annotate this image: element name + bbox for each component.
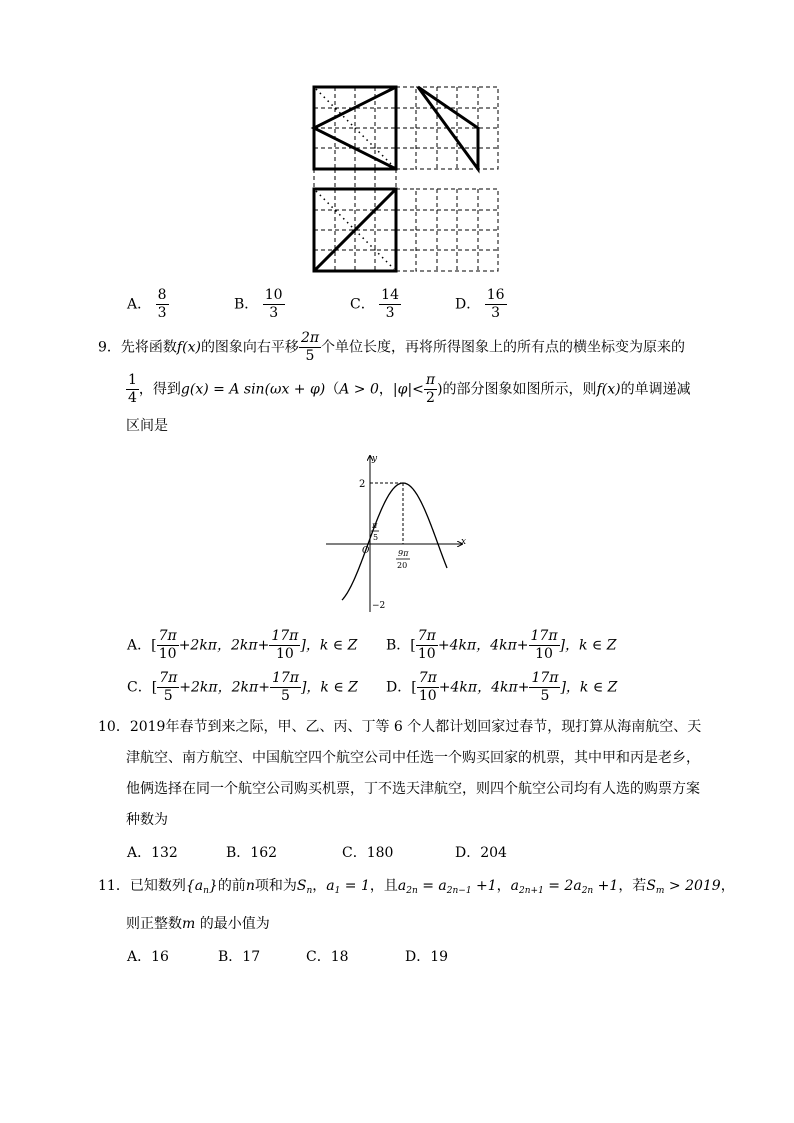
- math: ]，k ∈ Z: [559, 637, 617, 654]
- q10-line-3: [126, 779, 700, 799]
- math: {a: [185, 878, 204, 894]
- math: > 2019: [664, 878, 721, 894]
- denominator: 10: [418, 688, 437, 704]
- q11-option-d[interactable]: D．19: [405, 949, 449, 965]
- q9-option-c[interactable]: [127, 670, 358, 705]
- peak-numerator: 9π: [398, 549, 409, 558]
- fraction: [157, 628, 179, 663]
- math: = 2a: [543, 878, 582, 894]
- origin-label: O: [362, 546, 370, 556]
- math: = 1: [340, 878, 370, 894]
- math: f(x): [176, 339, 201, 356]
- question-number: 11．: [98, 878, 130, 894]
- option-label: B．[: [386, 637, 416, 654]
- text: 项和为: [254, 878, 297, 894]
- option-label: C．: [350, 296, 375, 313]
- numerator: 1: [128, 372, 137, 388]
- fraction: [529, 670, 560, 705]
- text: 种数为: [126, 812, 168, 828]
- math: +1: [471, 878, 497, 894]
- max-label: 2: [359, 479, 366, 490]
- text: ，|: [378, 381, 398, 398]
- y-axis-label: y: [372, 454, 378, 464]
- math: a: [397, 878, 407, 894]
- text: ，: [496, 878, 511, 894]
- q8-option-b[interactable]: [234, 287, 285, 322]
- fraction: [379, 287, 401, 322]
- math: f(x): [596, 381, 621, 398]
- text: ，: [720, 878, 735, 894]
- subscript: n: [203, 886, 209, 896]
- numerator: 17π: [271, 670, 299, 686]
- pi5-numerator: π: [372, 521, 378, 530]
- denominator: 5: [163, 688, 173, 704]
- pi5-denominator: 5: [373, 533, 379, 542]
- peak-denominator: 20: [397, 561, 408, 570]
- fraction: [263, 287, 285, 322]
- option-label: D．[: [386, 679, 417, 696]
- subscript: n: [306, 886, 313, 896]
- fraction: [126, 372, 139, 407]
- text: 则正整数: [126, 916, 182, 932]
- fraction: [269, 628, 300, 663]
- q9-line-1: [98, 330, 685, 365]
- math: A > 0: [339, 381, 379, 398]
- text: ，若: [618, 878, 647, 894]
- subscript: 1: [334, 886, 341, 896]
- question-number: 10．: [98, 719, 130, 735]
- text: 的单调递减: [620, 381, 691, 398]
- q11-line-1: [98, 876, 735, 901]
- text: ，: [312, 878, 327, 894]
- text: 的最小值为: [195, 916, 270, 932]
- text: 先将函数: [120, 339, 177, 356]
- math: +1: [593, 878, 619, 894]
- denominator: 3: [491, 305, 501, 321]
- denominator: 10: [417, 646, 436, 662]
- denominator: 10: [158, 646, 177, 662]
- numerator: 10: [264, 287, 283, 303]
- fraction: [424, 372, 437, 407]
- numerator: 7π: [159, 670, 178, 686]
- math: ]，k ∈ Z: [300, 679, 358, 696]
- numerator: 14: [381, 287, 399, 303]
- text: 已知数列: [129, 878, 186, 894]
- q10-option-c[interactable]: C．180: [342, 845, 394, 861]
- numerator: 17π: [530, 628, 558, 644]
- option-label: A．: [127, 296, 152, 313]
- q8-option-c[interactable]: [350, 287, 401, 322]
- math: a: [510, 878, 519, 894]
- three-view-figure: [300, 78, 500, 278]
- numerator: π: [425, 372, 436, 388]
- denominator: 3: [269, 305, 279, 321]
- option-label: B．: [234, 296, 259, 313]
- q8-option-a[interactable]: [127, 287, 169, 322]
- q8-option-d[interactable]: [455, 287, 507, 322]
- numerator: 16: [486, 287, 505, 303]
- text: 个单位长度，再将所得图象上的所有点的横坐标变为原来的: [321, 339, 686, 356]
- fraction: [156, 287, 169, 322]
- math: }: [208, 878, 218, 894]
- denominator: 3: [157, 305, 167, 321]
- text: 津航空、南方航空、中国航空四个航空公司中任选一个购买回家的机票，其中甲和丙是老乡，: [126, 750, 700, 766]
- sine-graph: [322, 452, 472, 617]
- math: m: [182, 916, 196, 932]
- denominator: 5: [305, 348, 315, 364]
- text: 的图象向右平移: [200, 339, 299, 356]
- q9-option-b[interactable]: [386, 628, 616, 663]
- numerator: 2π: [300, 330, 320, 346]
- math: n: [245, 878, 255, 894]
- text: ，且: [369, 878, 398, 894]
- math: S: [296, 878, 307, 894]
- text: 的前: [217, 878, 246, 894]
- sine-curve: [342, 483, 447, 600]
- fraction: [270, 670, 301, 705]
- numerator: 17π: [531, 670, 559, 686]
- q10-line-4: [126, 810, 168, 830]
- fraction: [485, 287, 507, 322]
- subscript: 2n+1: [519, 886, 544, 896]
- q11-option-c[interactable]: C．18: [306, 949, 349, 965]
- q9-option-d[interactable]: [386, 670, 617, 705]
- q11-option-a[interactable]: A．16: [127, 949, 169, 965]
- numerator: 7π: [417, 628, 436, 644]
- q10-line-1: [98, 717, 701, 737]
- q10-option-b[interactable]: B．162: [226, 845, 278, 861]
- q10-option-a[interactable]: A．132: [127, 845, 178, 861]
- text: |<: [407, 381, 424, 398]
- math: +2kπ，2kπ+: [178, 637, 270, 654]
- x-axis-label: x: [461, 537, 467, 547]
- q9-option-a[interactable]: [127, 628, 357, 663]
- text: 他俩选择在同一个航空公司购买机票，丁不选天津航空，则四个航空公司均有人选的购票方案: [126, 781, 700, 797]
- subscript: 2n: [581, 886, 594, 896]
- fraction: [157, 670, 179, 705]
- min-label: −2: [372, 601, 386, 611]
- math: φ: [397, 381, 408, 398]
- q10-line-2: [126, 748, 700, 768]
- denominator: 3: [385, 305, 395, 321]
- math: S: [646, 878, 656, 894]
- math: +4kπ，4kπ+: [437, 637, 529, 654]
- math: a: [326, 878, 335, 894]
- q10-option-d[interactable]: D．204: [455, 845, 507, 861]
- math: ]，k ∈ Z: [560, 679, 618, 696]
- fraction: [417, 670, 439, 705]
- numerator: 7π: [158, 628, 177, 644]
- numerator: 17π: [271, 628, 299, 644]
- q9-line-2: [126, 372, 691, 407]
- q11-line-2: [126, 914, 270, 934]
- math: g(x) = A sin(ωx + φ): [180, 381, 326, 398]
- fraction: [529, 628, 560, 663]
- option-label: C．[: [127, 679, 158, 696]
- denominator: 10: [535, 646, 553, 662]
- math: ]，k ∈ Z: [300, 637, 358, 654]
- text: )的部分图象如图所示，则: [437, 381, 597, 398]
- fraction: [299, 330, 321, 365]
- denominator: 5: [540, 688, 550, 704]
- numerator: 8: [157, 287, 167, 303]
- q9-line-3: [126, 416, 168, 436]
- text: 区间是: [126, 418, 168, 434]
- subscript: 2n: [406, 886, 418, 896]
- option-label: A．[: [127, 637, 157, 654]
- text: ，得到: [138, 381, 181, 398]
- option-label: D．: [455, 296, 481, 313]
- math: = a: [417, 878, 447, 894]
- q11-option-b[interactable]: B．17: [218, 949, 261, 965]
- denominator: 5: [281, 688, 290, 704]
- question-number: 9．: [98, 339, 121, 356]
- text: （: [325, 381, 340, 398]
- denominator: 4: [128, 390, 137, 406]
- fraction: [416, 628, 438, 663]
- math: +4kπ，4kπ+: [438, 679, 530, 696]
- text: 2019年春节到来之际，甲、乙、丙、丁等 6 个人都计划回家过春节，现打算从海南航空、天: [129, 719, 702, 735]
- denominator: 10: [275, 646, 294, 662]
- subscript: m: [655, 886, 665, 896]
- denominator: 2: [426, 390, 435, 406]
- numerator: 7π: [418, 670, 437, 686]
- subscript: 2n−1: [446, 886, 472, 896]
- math: +2kπ，2kπ+: [179, 679, 270, 696]
